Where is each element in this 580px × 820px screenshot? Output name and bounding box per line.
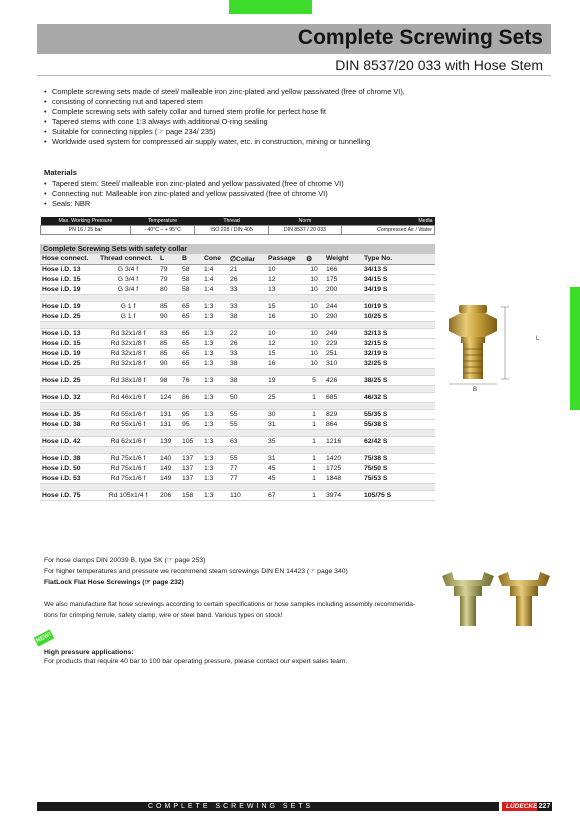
dimension-label-b: B [473, 387, 478, 393]
high-pressure-section [44, 648, 404, 666]
fitting-collar [461, 337, 485, 343]
table-cell: 1:4 [202, 264, 228, 274]
table-cell: 10 [304, 301, 324, 311]
table-cell: 19 [266, 375, 304, 385]
table-cell: 158 [180, 490, 202, 500]
table-cell: 75/50 S [362, 463, 435, 473]
table-cell: Rd 62x1/6 f [98, 436, 158, 446]
table-cell: 65 [180, 301, 202, 311]
spec-header: Media [342, 217, 435, 225]
group-spacer-cell [40, 429, 435, 436]
col-header: Cone [202, 254, 228, 264]
group-spacer-row [40, 294, 435, 301]
brand-logo: LÜDECKE [502, 802, 548, 811]
high-pressure-title: High pressure applications: [44, 649, 134, 656]
table-cell: 124 [158, 392, 180, 402]
col-header: ∅Collar [228, 254, 266, 264]
table-cell: 1 [304, 419, 324, 429]
spec-header: Temperature [130, 217, 195, 225]
table-cell: 10 [304, 358, 324, 368]
table-cell: 1:3 [202, 436, 228, 446]
sets-section-title: Complete Screwing Sets with safety collar [40, 244, 435, 254]
table-cell: 1 [304, 453, 324, 463]
table-cell: 251 [324, 348, 362, 358]
table-cell: 1:3 [202, 301, 228, 311]
fitting-illustration [441, 305, 541, 387]
table-cell: 1:3 [202, 311, 228, 321]
table-cell: 1 [304, 463, 324, 473]
spec-table [40, 217, 435, 235]
col-header: L [158, 254, 180, 264]
table-row [40, 358, 435, 368]
table-cell: 26 [228, 338, 266, 348]
fitting-top-ring [459, 305, 487, 313]
table-cell: 45 [266, 463, 304, 473]
table-cell: 83 [158, 328, 180, 338]
table-cell: 58 [180, 274, 202, 284]
table-cell: 16 [266, 358, 304, 368]
table-cell: 12 [266, 338, 304, 348]
table-cell: Hose i.D. 19 [40, 301, 98, 311]
table-cell: 75/38 S [362, 453, 435, 463]
footer-section-title: COMPLETE SCREWING SETS [148, 803, 314, 810]
table-row [40, 264, 435, 274]
table-cell: 38 [228, 358, 266, 368]
table-cell: 1:4 [202, 284, 228, 294]
page-title: Complete Screwing Sets [297, 26, 543, 49]
table-cell: 58 [180, 264, 202, 274]
table-cell: Hose i.D. 38 [40, 453, 98, 463]
table-cell: 1:3 [202, 490, 228, 500]
table-cell: 1:3 [202, 328, 228, 338]
table-cell: 1:3 [202, 453, 228, 463]
spec-value: - 40°C – + 95°C [130, 225, 195, 234]
table-cell: 26 [228, 274, 266, 284]
table-cell: Hose i.D. 15 [40, 338, 98, 348]
table-cell: 10 [304, 311, 324, 321]
table-cell: Hose i.D. 42 [40, 436, 98, 446]
table-cell: Hose i.D. 15 [40, 274, 98, 284]
table-cell: 85 [158, 338, 180, 348]
table-row [40, 375, 435, 385]
table-cell: 86 [180, 392, 202, 402]
table-cell: G 3/4 f [98, 284, 158, 294]
table-cell: 38 [228, 375, 266, 385]
col-header: Type No. [362, 254, 435, 264]
materials-section [44, 168, 344, 209]
table-cell: 10 [304, 338, 324, 348]
table-cell: 140 [158, 453, 180, 463]
table-cell: 131 [158, 419, 180, 429]
table-cell: 15 [266, 348, 304, 358]
table-cell: 62/42 S [362, 436, 435, 446]
spec-value: DIN 8537 / 20 033 [268, 225, 341, 234]
group-spacer-row [40, 385, 435, 392]
table-cell: 229 [324, 338, 362, 348]
table-cell: 22 [228, 328, 266, 338]
table-cell: 1420 [324, 453, 362, 463]
sets-table-body [40, 264, 435, 500]
dimension-label-l: L [536, 336, 540, 342]
fitting-nut [449, 313, 497, 337]
spec-value: PN 16 / 25 bar [41, 225, 131, 234]
table-cell: Rd 38x1/8 f [98, 375, 158, 385]
table-cell: 75/53 S [362, 473, 435, 483]
group-spacer-cell [40, 368, 435, 375]
table-cell: 10 [304, 274, 324, 284]
table-cell: 10 [266, 264, 304, 274]
table-cell: 10 [266, 328, 304, 338]
table-cell: 139 [158, 436, 180, 446]
feature-item: • Complete screwing sets made of steel/ malleable iron zinc-plated and yellow passivated (free of chrome VI), [44, 87, 444, 97]
table-row [40, 490, 435, 500]
group-spacer-row [40, 429, 435, 436]
col-header-wrench-icon: ⚙ [304, 254, 324, 264]
table-cell: 244 [324, 301, 362, 311]
table-cell: 12 [266, 274, 304, 284]
table-cell: 1:3 [202, 463, 228, 473]
table-cell: 1:3 [202, 348, 228, 358]
table-cell: G 3/4 f [98, 274, 158, 284]
table-cell: 1725 [324, 463, 362, 473]
manufacture-note [44, 599, 444, 621]
table-cell: 55/38 S [362, 419, 435, 429]
page-subtitle: DIN 8537/20 033 with Hose Stem [335, 57, 543, 73]
table-row [40, 284, 435, 294]
table-cell: 685 [324, 392, 362, 402]
table-cell: Hose i.D. 25 [40, 375, 98, 385]
table-cell: 55 [228, 419, 266, 429]
table-cell: 58 [180, 284, 202, 294]
feature-item: • Worldwide used system for compressed air supply water, etc. in construction, mining or tunnelling [44, 137, 444, 147]
table-cell: 10 [304, 264, 324, 274]
table-cell: Hose i.D. 35 [40, 409, 98, 419]
table-cell: 77 [228, 463, 266, 473]
table-cell: 137 [180, 473, 202, 483]
note-steam-screwings: For higher temperatures and pressure we recommend steam screwings DIN EN 14423 (☞ page 340) [44, 568, 348, 575]
table-cell: 98 [158, 375, 180, 385]
table-cell: 63 [228, 436, 266, 446]
table-cell: 79 [158, 264, 180, 274]
table-cell: 55 [228, 409, 266, 419]
manufacture-note-line1: We also manufacture flat hose screwings according to certain specifications or hose samples including assembly recommenda- [44, 601, 416, 608]
table-row [40, 419, 435, 429]
table-cell: 10 [304, 328, 324, 338]
table-cell: 1:4 [202, 274, 228, 284]
top-color-tab [229, 0, 312, 14]
table-cell: 79 [158, 274, 180, 284]
table-row [40, 338, 435, 348]
table-cell: Rd 75x1/6 f [98, 463, 158, 473]
page-number: 227 [538, 803, 551, 810]
table-cell: 67 [266, 490, 304, 500]
table-cell: 10/25 S [362, 311, 435, 321]
fitting-right-nut [510, 586, 538, 596]
table-cell: 90 [158, 311, 180, 321]
table-cell: 110 [228, 490, 266, 500]
table-cell: 137 [180, 463, 202, 473]
spec-header: Norm [268, 217, 341, 225]
manufacture-note-line2: tions for crimping ferrule, safety clamp, wire or steel band. Various types on stock! [44, 612, 283, 619]
table-cell: 65 [180, 338, 202, 348]
table-cell: 32/13 S [362, 328, 435, 338]
table-cell: 85 [158, 301, 180, 311]
table-cell: Hose i.D. 32 [40, 392, 98, 402]
table-cell: 1 [304, 409, 324, 419]
table-cell: 95 [180, 419, 202, 429]
table-cell: Hose i.D. 19 [40, 348, 98, 358]
group-spacer-row [40, 321, 435, 328]
table-cell: Rd 55x1/6 f [98, 419, 158, 429]
table-cell: 38 [228, 311, 266, 321]
new-badge: NEW! [34, 629, 55, 646]
table-cell: Hose i.D. 13 [40, 328, 98, 338]
group-spacer-cell [40, 402, 435, 409]
table-cell: 206 [158, 490, 180, 500]
table-cell: Hose i.D. 13 [40, 264, 98, 274]
table-cell: Hose i.D. 25 [40, 311, 98, 321]
table-cell: 35 [266, 436, 304, 446]
feature-item: • Complete screwing sets with safety collar and turned stem profile for perfect hose fit [44, 107, 444, 117]
feature-item-continuation: • consisting of connecting nut and tapered stem [44, 97, 444, 107]
table-cell: 13 [266, 284, 304, 294]
group-spacer-cell [40, 321, 435, 328]
table-cell: 45 [266, 473, 304, 483]
high-pressure-text: For products that require 40 bar to 100 bar operating pressure, please contact our expert sales team. [44, 658, 348, 665]
table-cell: 10 [304, 348, 324, 358]
feature-list [44, 87, 444, 147]
table-cell: G 3/4 f [98, 264, 158, 274]
table-cell: 15 [266, 301, 304, 311]
table-cell: 1 [304, 490, 324, 500]
table-cell: 166 [324, 264, 362, 274]
table-cell: 1 [304, 392, 324, 402]
table-cell: 200 [324, 284, 362, 294]
table-row [40, 274, 435, 284]
group-spacer-row [40, 402, 435, 409]
table-cell: 32/25 S [362, 358, 435, 368]
materials-list [44, 179, 344, 209]
table-cell: 85 [158, 348, 180, 358]
col-header: Hose connect. [40, 254, 98, 264]
note-hose-clamps: For hose clamps DIN 20039 B, type SK (☞ page 253) [44, 557, 206, 564]
table-row [40, 436, 435, 446]
table-cell: 1:3 [202, 409, 228, 419]
table-row [40, 392, 435, 402]
table-cell: Hose i.D. 19 [40, 284, 98, 294]
table-cell: 1:3 [202, 358, 228, 368]
table-cell: 33 [228, 348, 266, 358]
table-cell: 290 [324, 311, 362, 321]
table-cell: 95 [180, 409, 202, 419]
materials-title: Materials [44, 168, 77, 177]
table-cell: 1:3 [202, 419, 228, 429]
table-cell: 32/15 S [362, 338, 435, 348]
col-header: Passage [266, 254, 304, 264]
table-cell: 864 [324, 419, 362, 429]
table-row [40, 301, 435, 311]
table-cell: 105 [180, 436, 202, 446]
table-cell: 137 [180, 453, 202, 463]
group-spacer-cell [40, 446, 435, 453]
table-cell: 105/75 S [362, 490, 435, 500]
table-row [40, 348, 435, 358]
table-cell: 38/25 S [362, 375, 435, 385]
table-cell: 1:3 [202, 338, 228, 348]
table-cell: 65 [180, 328, 202, 338]
feature-item: • Tapered stems with cone 1:3 always with additional O-ring sealing [44, 117, 444, 127]
feature-item: • Suitable for connecting nipples (☞ page 234/ 235) [44, 127, 444, 137]
table-cell: 131 [158, 409, 180, 419]
spec-value: ISO 228 / DIN 405 [195, 225, 269, 234]
table-cell: 34/19 S [362, 284, 435, 294]
table-cell: 3974 [324, 490, 362, 500]
table-cell: Rd 32x1/8 f [98, 338, 158, 348]
table-cell: G 1 f [98, 301, 158, 311]
table-cell: 5 [304, 375, 324, 385]
sets-header-row [40, 254, 435, 264]
side-color-tab [570, 287, 580, 410]
subtitle-bar [37, 54, 551, 76]
table-row [40, 409, 435, 419]
table-row [40, 463, 435, 473]
table-cell: Rd 75x1/6 f [98, 453, 158, 463]
table-cell: 426 [324, 375, 362, 385]
group-spacer-row [40, 483, 435, 490]
group-spacer-row [40, 446, 435, 453]
table-cell: 76 [180, 375, 202, 385]
table-cell: Rd 32x1/8 f [98, 358, 158, 368]
table-cell: 65 [180, 311, 202, 321]
table-cell: Rd 55x1/6 f [98, 409, 158, 419]
title-bar [37, 24, 551, 54]
spec-header: Max. Working Pressure [41, 217, 131, 225]
table-cell: 90 [158, 358, 180, 368]
table-cell: 31 [266, 453, 304, 463]
group-spacer-cell [40, 483, 435, 490]
table-cell: G 1 f [98, 311, 158, 321]
materials-item: • Seals: NBR [44, 199, 344, 209]
table-cell: Rd 32x1/8 f [98, 348, 158, 358]
table-cell: 33 [228, 301, 266, 311]
table-cell: 55 [228, 453, 266, 463]
table-cell: Hose i.D. 53 [40, 473, 98, 483]
table-row [40, 473, 435, 483]
group-spacer-cell [40, 385, 435, 392]
spec-value: Compressed Air / Water [342, 225, 435, 234]
table-cell: 80 [158, 284, 180, 294]
table-cell: 46/32 S [362, 392, 435, 402]
table-cell: 249 [324, 328, 362, 338]
table-cell: 1848 [324, 473, 362, 483]
table-cell: Rd 46x1/6 f [98, 392, 158, 402]
table-cell: Hose i.D. 38 [40, 419, 98, 429]
table-cell: 34/13 S [362, 264, 435, 274]
table-cell: Rd 105x1/4 f [98, 490, 158, 500]
table-cell: 21 [228, 264, 266, 274]
table-row [40, 328, 435, 338]
table-cell: Hose i.D. 25 [40, 358, 98, 368]
fitting-right-lugs [498, 572, 550, 586]
table-cell: 1:3 [202, 375, 228, 385]
table-cell: 30 [266, 409, 304, 419]
col-header: Weight [324, 254, 362, 264]
sets-table-container [40, 244, 435, 501]
table-cell: Rd 75x1/6 f [98, 473, 158, 483]
fitting-right-stem [516, 596, 532, 626]
table-cell: 1216 [324, 436, 362, 446]
table-cell: 149 [158, 473, 180, 483]
table-cell: 50 [228, 392, 266, 402]
materials-item: • Connecting nut: Malleable iron zinc-plated and yellow passivated (free of chrome VI) [44, 189, 344, 199]
table-cell: 10 [304, 284, 324, 294]
table-cell: Hose i.D. 75 [40, 490, 98, 500]
materials-item: • Tapered stem: Steel/ malleable iron zinc-plated and yellow passivated (free of chrome VI) [44, 179, 344, 189]
table-cell: Hose i.D. 50 [40, 463, 98, 473]
table-cell: 65 [180, 358, 202, 368]
table-cell: 1:3 [202, 473, 228, 483]
table-cell: 65 [180, 348, 202, 358]
footer-bar [37, 802, 499, 811]
table-cell: 10/19 S [362, 301, 435, 311]
group-spacer-row [40, 368, 435, 375]
table-cell: 31 [266, 419, 304, 429]
table-cell: 1 [304, 436, 324, 446]
table-cell: 55/35 S [362, 409, 435, 419]
notes-section [44, 555, 464, 588]
table-cell: 149 [158, 463, 180, 473]
sets-table [40, 254, 435, 501]
table-cell: 34/15 S [362, 274, 435, 284]
table-cell: 16 [266, 311, 304, 321]
fitting-left-stem [460, 596, 476, 626]
spec-header: Thread [195, 217, 269, 225]
col-header: B [180, 254, 202, 264]
table-cell: Rd 32x1/8 f [98, 328, 158, 338]
table-row [40, 311, 435, 321]
table-cell: 1 [304, 473, 324, 483]
table-cell: 310 [324, 358, 362, 368]
table-row [40, 453, 435, 463]
table-cell: 25 [266, 392, 304, 402]
table-cell: 1:3 [202, 392, 228, 402]
table-cell: 829 [324, 409, 362, 419]
group-spacer-cell [40, 294, 435, 301]
table-cell: 32/19 S [362, 348, 435, 358]
col-header: Thread connect. [98, 254, 158, 264]
note-flatlock: FlatLock Flat Hose Screwings (☞ page 232) [44, 579, 184, 586]
table-cell: 77 [228, 473, 266, 483]
table-cell: 175 [324, 274, 362, 284]
table-cell: 33 [228, 284, 266, 294]
